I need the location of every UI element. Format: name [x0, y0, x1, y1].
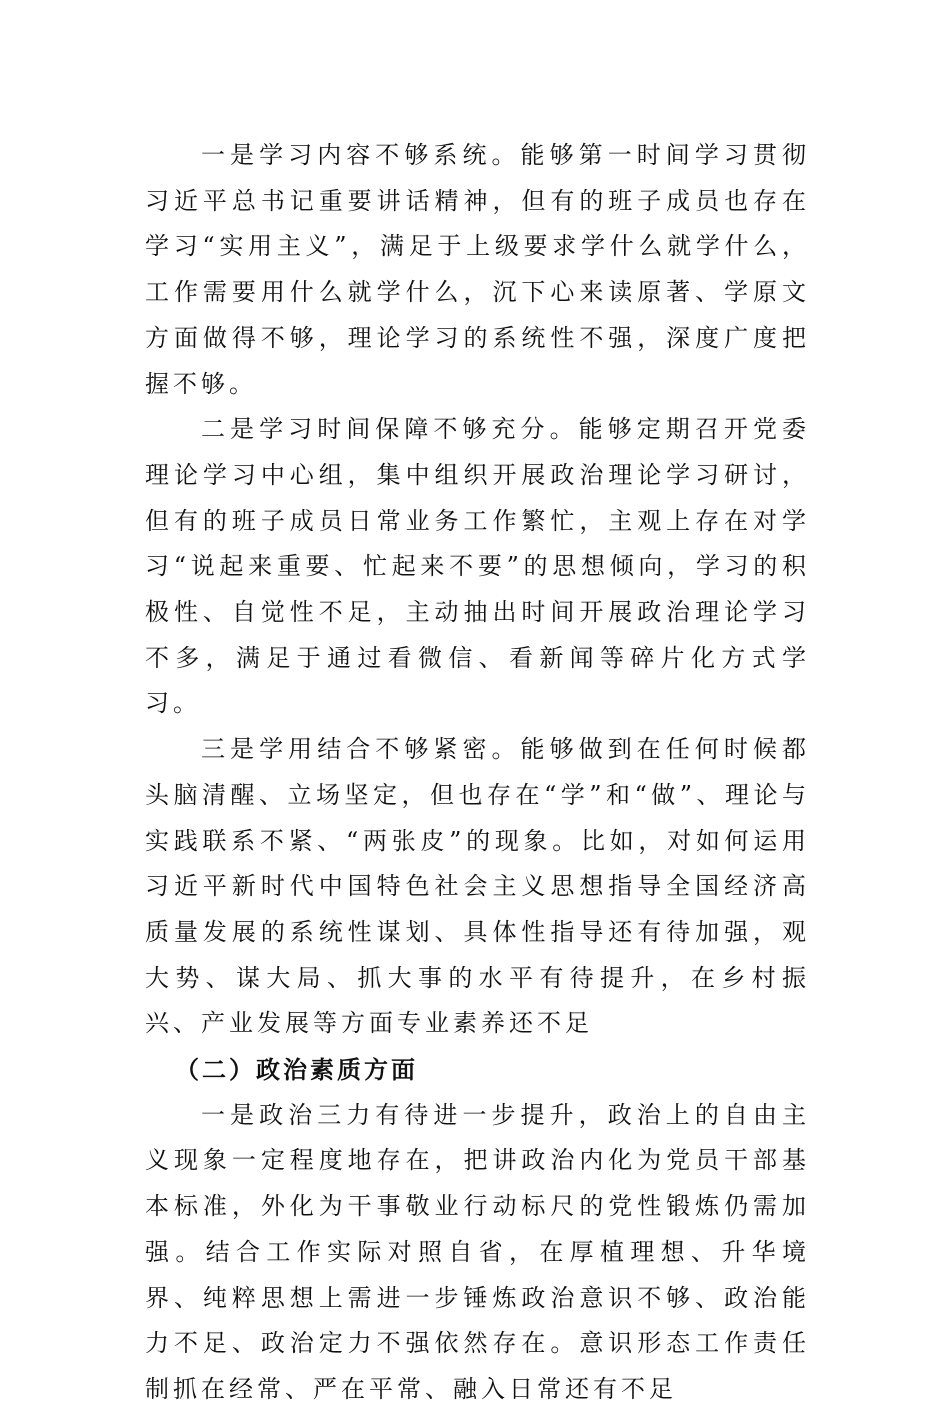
paragraph-political-ability: 一是政治三力有待进一步提升，政治上的自由主义现象一定程度地存在，把讲政治内化为党员干部基本标准，外化为干事敬业行动标尺的党性锻炼仍需加强。结合工作实际对照自省，在厚植理想、升华境界、纯粹思想上需进一步锤炼政治意识不够、政治能力不足、政治定力不强依然存在。意识形态工作责任制抓在经常、严在平常、融入日常还有不足 [145, 1100, 810, 1403]
section-heading-political-quality: （二）政治素质方面 [175, 1055, 418, 1085]
document-body [145, 133, 810, 1413]
paragraph-study-content: 一是学习内容不够系统。能够第一时间学习贯彻习近平总书记重要讲话精神，但有的班子成员也存在学习“实用主义”，满足于上级要求学什么就学什么，工作需要用什么就学什么，沉下心来读原著、学原文方面做得不够，理论学习的系统性不强，深度广度把握不够。 [145, 141, 810, 398]
paragraph-study-application: 三是学用结合不够紧密。能够做到在任何时候都头脑清醒、立场坚定，但也存在“学”和“做”、理论与实践联系不紧、“两张皮”的现象。比如，对如何运用习近平新时代中国特色社会主义思想指导全国经济高质量发展的系统性谋划、具体性指导还有待加强，观大势、谋大局、抓大事的水平有待提升，在乡村振兴、产业发展等方面专业素养还不足 [145, 735, 810, 1038]
paragraph-study-time: 二是学习时间保障不够充分。能够定期召开党委理论学习中心组，集中组织开展政治理论学习研讨，但有的班子成员日常业务工作繁忙，主观上存在对学习“说起来重要、忙起来不要”的思想倾向，学习的积极性、自觉性不足，主动抽出时间开展政治理论学习不多，满足于通过看微信、看新闻等碎片化方式学习。 [145, 415, 810, 718]
